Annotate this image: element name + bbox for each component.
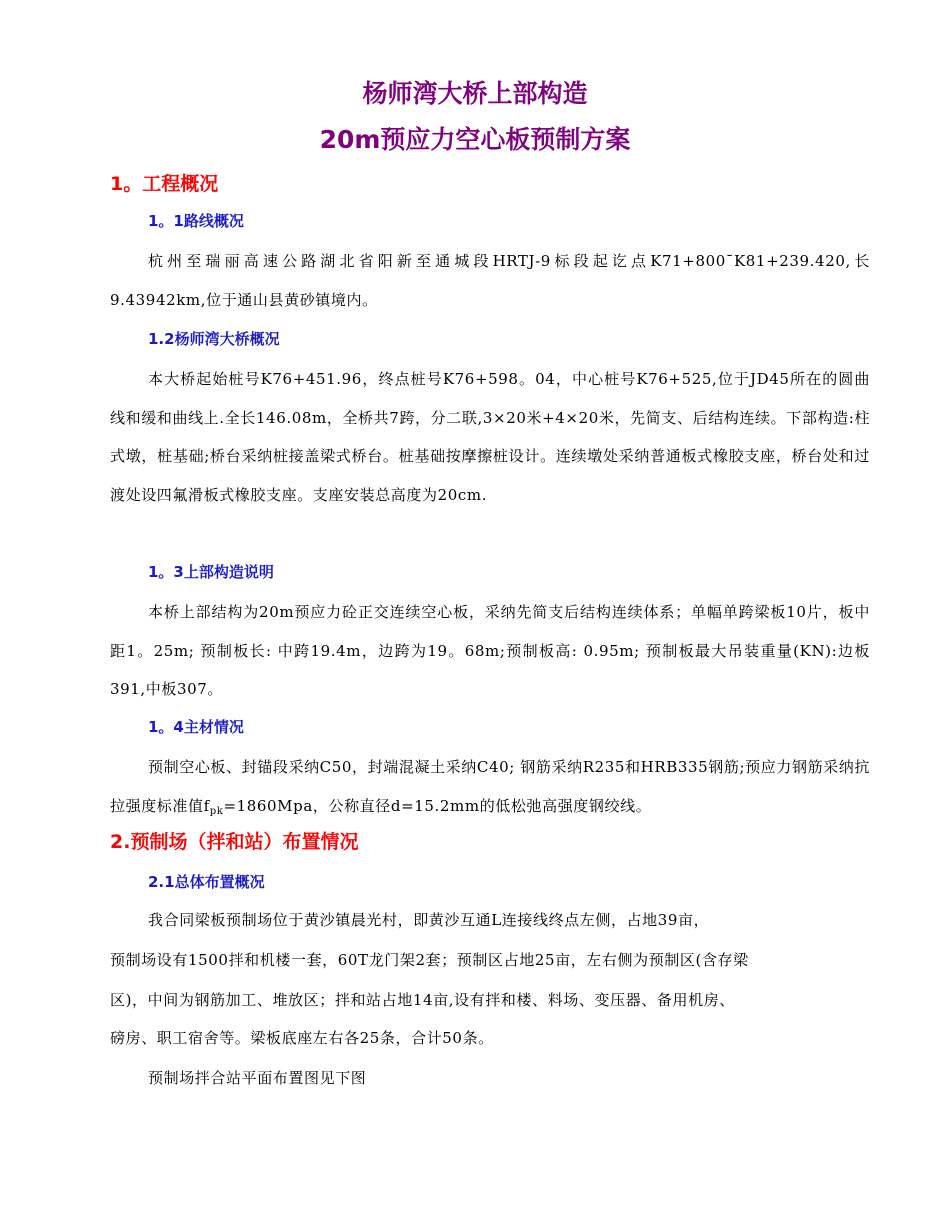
fpk-subscript: pk bbox=[209, 805, 224, 817]
section-2-1-heading: 2.1总体布置概况 bbox=[148, 873, 265, 891]
document-title-line2: 20m预应力空心板预制方案 bbox=[319, 125, 631, 154]
section-1-2-paragraph: 本大桥起始桩号K76+451.96，终点桩号K76+598。04，中心桩号K76+525,位于JD45所在的圆曲线和缓和曲线上.全长146.08m，全桥共7跨，分二联,3×20米+4×20米，先简支、后结构连续。下部构造:柱式墩，桩基础;桥台采纳桩接盖梁式桥台。桩基础按摩擦桩设计。连续墩处采纳普通板式橡胶支座，桥台处和过渡处设四氟滑板式橡胶支座。支座安装总高度为20cm. bbox=[110, 370, 870, 504]
section-1-2-heading: 1.2杨师湾大桥概况 bbox=[148, 330, 280, 348]
section-2-heading: 2.预制场（拌和站）布置情况 bbox=[110, 831, 359, 853]
section-1-3-paragraph: 本桥上部结构为20m预应力砼正交连续空心板，采纳先简支后结构连续体系；单幅单跨梁板10片，板中距1。25m; 预制板长: 中跨19.4m，边跨为19。68m;预制板高: 0.95m; 预制板最大吊装重量(KN):边板391,中板307。 bbox=[110, 603, 870, 698]
section-2-1-line5: 预制场拌合站平面布置图见下图 bbox=[148, 1069, 367, 1087]
section-2-1-line3: 区)，中间为钢筋加工、堆放区；拌和站占地14亩,设有拌和楼、料场、变压器、备用机房、 bbox=[110, 991, 735, 1009]
section-1-3-heading: 1。3上部构造说明 bbox=[148, 563, 274, 581]
section-1-4-heading: 1。4主材情况 bbox=[148, 718, 244, 736]
section-1-heading: 1。工程概况 bbox=[110, 173, 219, 195]
section-1-1-paragraph: 杭州至瑞丽高速公路湖北省阳新至通城段HRTJ-9标段起讫点K71+800¯K81+239.420,长9.43942km,位于通山县黄砂镇境内。 bbox=[110, 252, 870, 309]
section-2-1-line1: 我合同梁板预制场位于黄沙镇晨光村，即黄沙互通L连接线终点左侧，占地39亩， bbox=[148, 911, 710, 929]
section-2-1-line4: 磅房、职工宿舍等。梁板底座左右各25条，合计50条。 bbox=[110, 1029, 494, 1047]
document-title-line1: 杨师湾大桥上部构造 bbox=[362, 79, 588, 108]
section-1-4-text-before: 预制空心板、封锚段采纳C50，封端混凝土采纳C40; 钢筋采纳R235和HRB335钢筋;预应力钢筋采纳抗拉强度标准值f bbox=[110, 758, 870, 815]
section-2-1-line2: 预制场设有1500拌和机楼一套，60T龙门架2套；预制区占地25亩，左右侧为预制区(含存梁 bbox=[110, 951, 749, 969]
section-1-4-text-after: =1860Mpa，公称直径d=15.2mm的低松弛高强度钢绞线。 bbox=[223, 796, 652, 815]
section-1-4-paragraph bbox=[110, 748, 870, 831]
section-1-1-heading: 1。1路线概况 bbox=[148, 212, 244, 230]
